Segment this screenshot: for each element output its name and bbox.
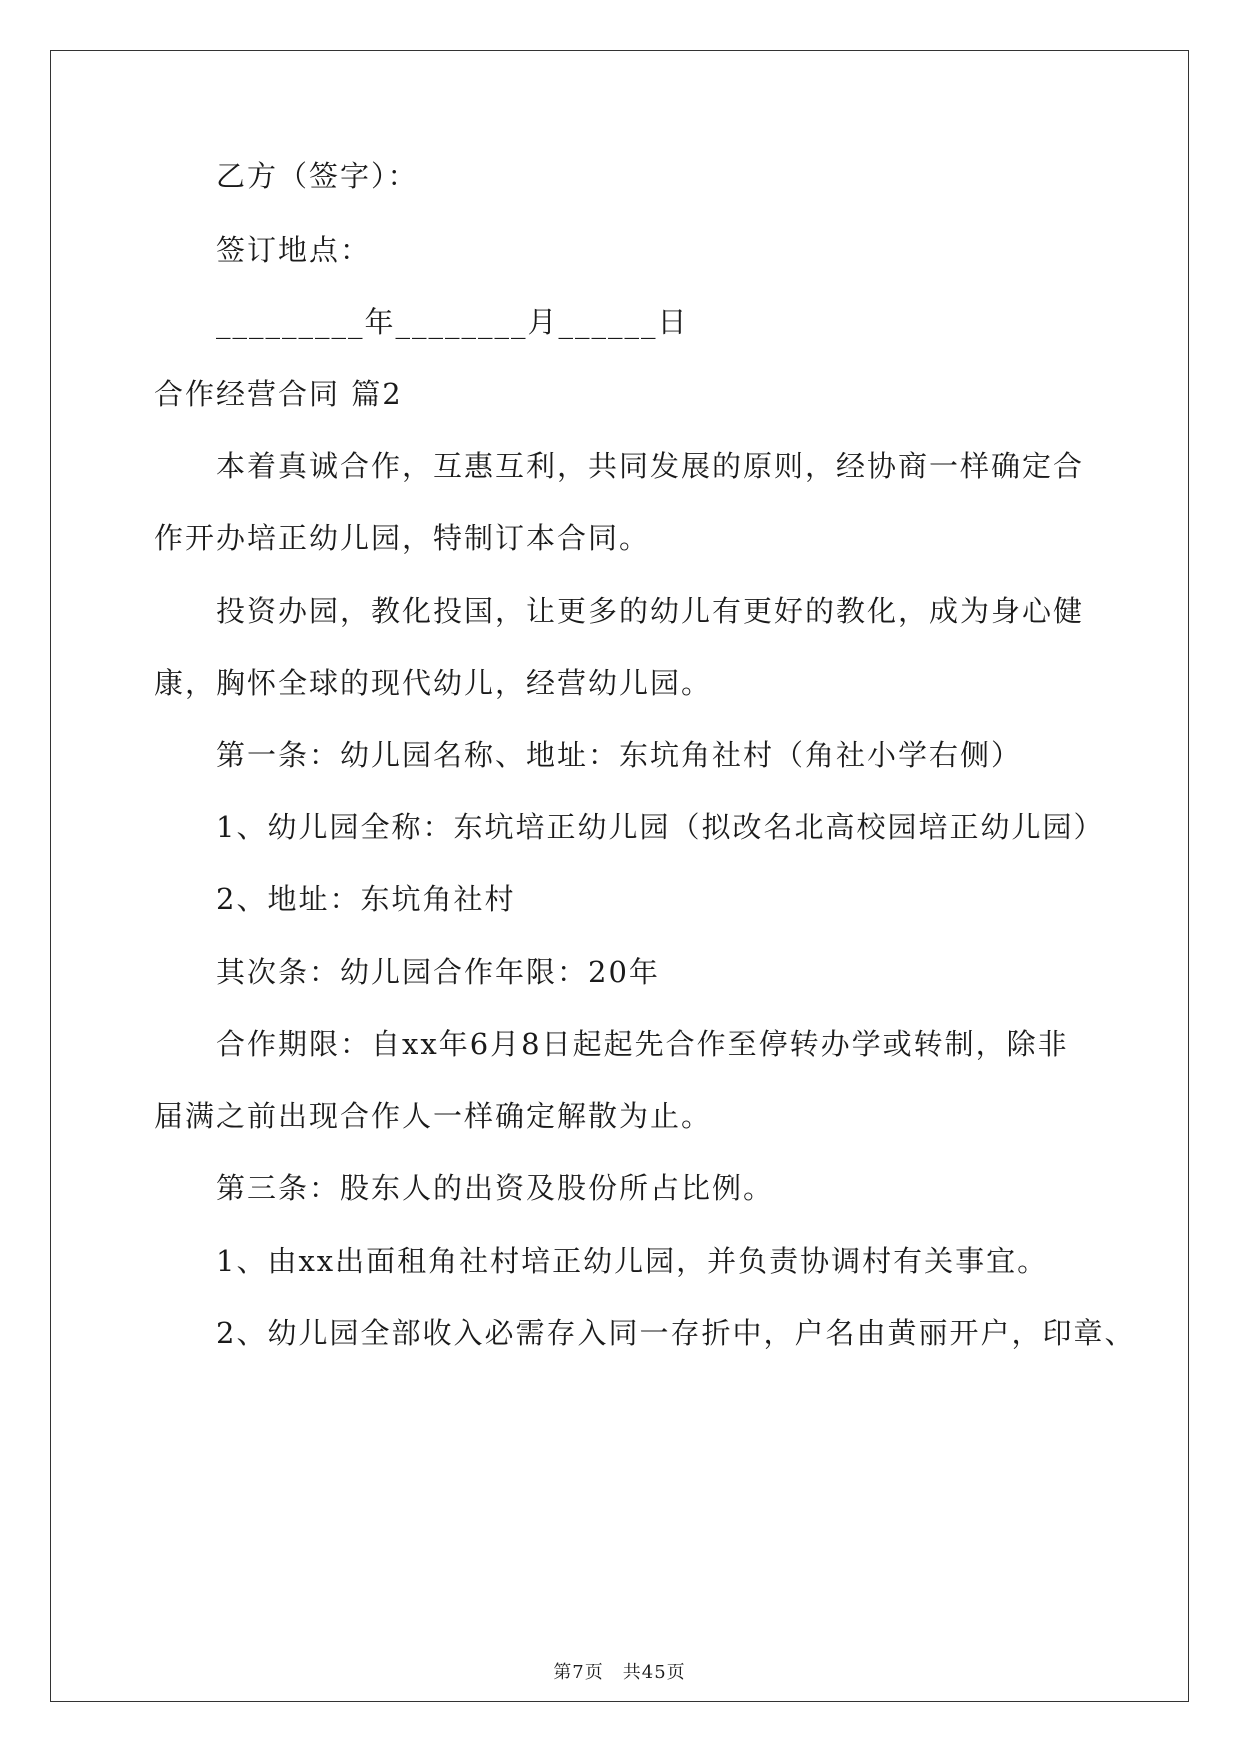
- text-line: 本着真诚合作，互惠互利，共同发展的原则，经协商一样确定合: [216, 449, 1085, 483]
- text-line: 康，胸怀全球的现代幼儿，经营幼儿园。: [154, 666, 713, 700]
- page-number: 第7页 共45页: [553, 1662, 686, 1683]
- text-line: 投资办园，教化投国，让更多的幼儿有更好的教化，成为身心健: [216, 594, 1085, 628]
- text-line: 2、幼儿园全部收入必需存入同一存折中，户名由黄丽开户，印章、: [216, 1316, 1136, 1350]
- text-line: 2、地址：东坑角社村: [216, 882, 516, 916]
- text-line: _________年________月______日: [216, 305, 689, 339]
- text-line: 届满之前出现合作人一样确定解散为止。: [154, 1099, 713, 1133]
- text-line: 签订地点：: [216, 233, 372, 267]
- text-line: 第三条：股东人的出资及股份所占比例。: [216, 1171, 775, 1205]
- text-line: 合作期限：自xx年6月8日起起先合作至停转办学或转制，除非: [216, 1027, 1069, 1061]
- page-frame: [50, 50, 1189, 1702]
- text-line: 1、由xx出面租角社村培正幼儿园，并负责协调村有关事宜。: [216, 1244, 1049, 1278]
- text-line: 乙方（签字）：: [216, 159, 419, 193]
- text-line: 作开办培正幼儿园，特制订本合同。: [154, 521, 651, 555]
- text-line: 第一条：幼儿园名称、地址：东坑角社村（角社小学右侧）: [216, 738, 1023, 772]
- text-line: 1、幼儿园全称：东坑培正幼儿园（拟改名北高校园培正幼儿园）: [216, 810, 1105, 844]
- section-heading: 合作经营合同 篇2: [154, 377, 403, 411]
- text-line: 其次条：幼儿园合作年限：20年: [216, 955, 660, 989]
